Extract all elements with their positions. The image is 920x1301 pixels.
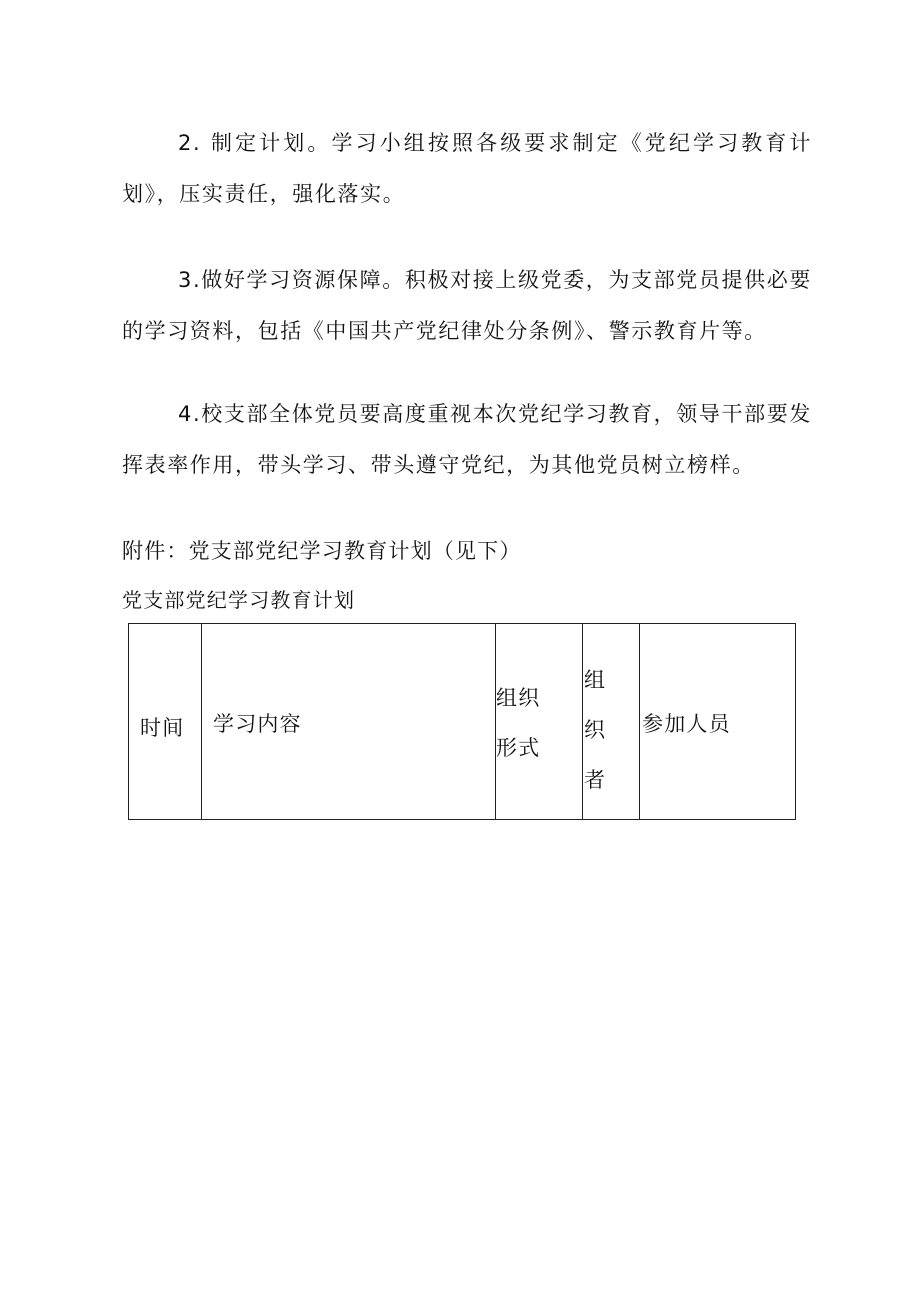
header-organizer-line: 织 [584, 718, 607, 742]
header-time-label: 时间 [140, 716, 185, 740]
plan-title: 党支部党纪学习教育计划 [122, 588, 356, 612]
paragraph-resources [122, 255, 812, 357]
header-organizer-label [584, 655, 606, 805]
header-form-line: 组织 [496, 686, 541, 710]
paragraph-plan [122, 118, 812, 220]
header-organizer [583, 624, 640, 820]
header-participants [640, 624, 796, 820]
header-content-label: 学习内容 [213, 712, 302, 736]
header-participants-label: 参加人员 [642, 712, 731, 736]
header-time [129, 624, 202, 820]
header-form-label [496, 673, 540, 773]
header-form-line: 形式 [496, 736, 541, 760]
header-content [202, 624, 496, 820]
header-organizer-line: 组 [584, 668, 607, 692]
plan-table [128, 623, 796, 820]
paragraph-resources-text: 3.做好学习资源保障。积极对接上级党委，为支部党员提供必要的学习资料，包括《中国共产党纪律处分条例》、警示教育片等。 [122, 268, 812, 343]
paragraph-plan-text: 2. 制定计划。学习小组按照各级要求制定《党纪学习教育计划》，压实责任，强化落实。 [122, 131, 812, 206]
header-form [496, 624, 583, 820]
table-header-row [129, 624, 796, 820]
paragraph-members-text: 4.校支部全体党员要高度重视本次党纪学习教育，领导干部要发挥表率作用，带头学习、带头遵守党纪，为其他党员树立榜样。 [122, 402, 812, 477]
paragraph-members [122, 389, 812, 491]
attachment-line: 附件：党支部党纪学习教育计划（见下） [122, 539, 522, 563]
header-organizer-line: 者 [584, 768, 607, 792]
